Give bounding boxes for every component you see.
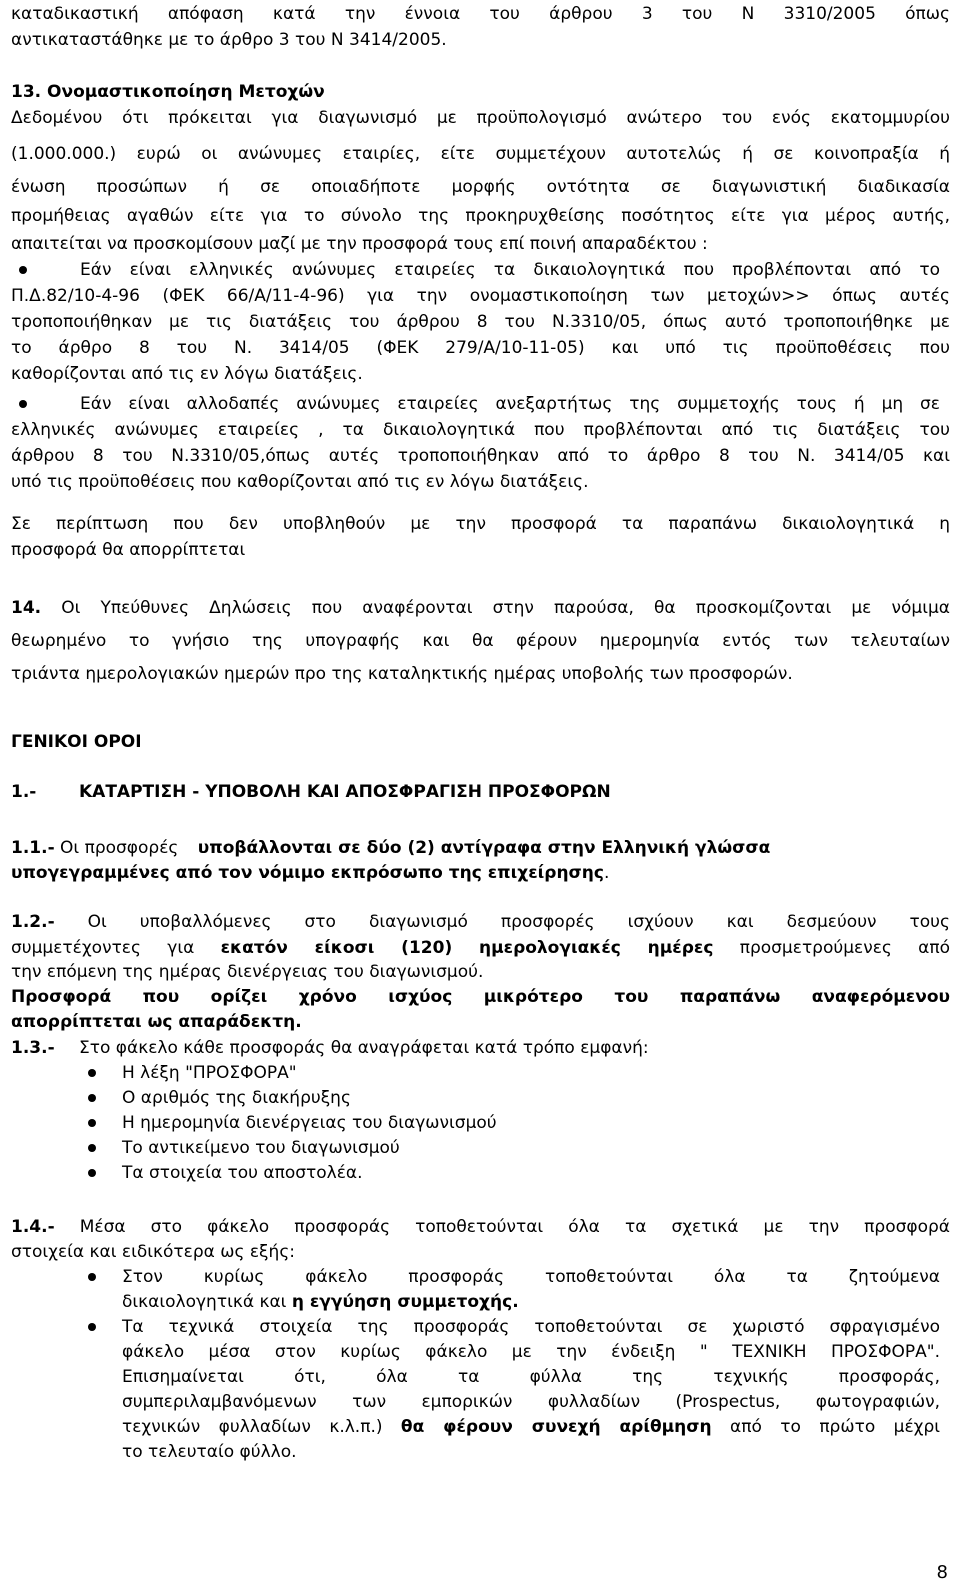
- list-item: Το αντικείμενο του διαγωνισμού: [122, 1138, 400, 1158]
- text-span: Μέσα στο φάκελο προσφοράς τοποθετούνται όλα τα σχετικά με την προσφορά: [79, 1217, 950, 1237]
- text-line: ένωση προσώπων ή σε οποιαδήποτε μορφής οντότητα σε διαγωνιστική διαδικασία: [11, 177, 950, 197]
- bullet-icon: [88, 1094, 96, 1102]
- section-13-heading: 13. Ονομαστικοποίηση Μετοχών: [11, 82, 325, 102]
- subheading-title: ΚΑΤΑΡΤΙΣΗ - ΥΠΟΒΟΛΗ ΚΑΙ ΑΠΟΣΦΡΑΓΙΣΗ ΠΡΟΣΦΟΡΩΝ: [79, 782, 611, 802]
- bullet-icon: [88, 1144, 96, 1152]
- bold-span: υπογεγραμμένες από τον νόμιμο εκπρόσωπο της επιχείρησης: [11, 863, 604, 883]
- text-line: προσφορά θα απορρίπτεται: [11, 540, 246, 560]
- list-item: Τα στοιχεία του αποστολέα.: [122, 1163, 363, 1183]
- text-line: ελληνικές ανώνυμες εταιρείες , τα δικαιολογητικά που προβλέπονται από τις διατάξεις του: [11, 420, 950, 440]
- section-14-paragraph: [11, 596, 950, 620]
- text-line: καθορίζονται από τις εν λόγω διατάξεις.: [11, 364, 363, 384]
- text-span: Οι υποβαλλόμενες στο διαγωνισμό προσφορές ισχύουν και δεσμεύουν τους: [87, 912, 950, 932]
- text-line: θεωρημένο το γνήσιο της υπογραφής και θα φέρουν ημερομηνία εντός των τελευταίων: [11, 631, 950, 651]
- page-number: 8: [936, 1562, 948, 1583]
- text-line: απαιτείται να προσκομίσουν μαζί με την προσφορά τους επί ποινή απαραδέκτου :: [11, 234, 708, 254]
- item-1-2-line: [11, 910, 950, 934]
- item-1-1-line: [11, 836, 950, 860]
- text-line: το άρθρο 8 του Ν. 3414/05 (ΦΕΚ 279/Α/10-11-05) και υπό τις προϋποθέσεις που: [11, 338, 950, 358]
- text-line: άρθρου 8 του Ν.3310/05,όπως αυτές τροποποιήθηκαν από το άρθρο 8 του Ν. 3414/05 και: [11, 446, 950, 466]
- text-line: Π.Δ.82/10-4-96 (ΦΕΚ 66/Α/11-4-96) για την ονομαστικοποίηση των μετοχών>> όπως αυτές: [11, 286, 950, 306]
- text-span: από το πρώτο μέχρι: [730, 1417, 940, 1437]
- text-line: Εάν είναι ελληνικές ανώνυμες εταιρείες τα δικαιολογητικά που προβλέπονται από το: [80, 260, 940, 280]
- bold-span: εκατόν είκοσι (120) ημερολογιακές ημέρες: [220, 938, 714, 958]
- item-1-4-line: [11, 1215, 950, 1239]
- general-terms-subheading-row: [11, 780, 950, 804]
- bullet-icon: [19, 266, 27, 274]
- text-line: καταδικαστική απόφαση κατά την έννοια του άρθρου 3 του Ν 3310/2005 όπως: [11, 4, 950, 24]
- text-line: συμπεριλαμβανόμενων των εμπορικών φυλλαδίων (Prospectus, φωτογραφιών,: [122, 1392, 940, 1412]
- bullet-icon: [88, 1069, 96, 1077]
- bold-line: Προσφορά που ορίζει χρόνο ισχύος μικρότερο του παραπάνω αναφερόμενου: [11, 987, 950, 1007]
- text-line: (1.000.000.) ευρώ οι ανώνυμες εταιρίες, είτε συμμετέχουν αυτοτελώς ή σε κοινοπραξία ή: [11, 144, 950, 164]
- text-line: Τα τεχνικά στοιχεία της προσφοράς τοποθετούνται σε χωριστό σφραγισμένο: [122, 1317, 940, 1337]
- text-line: Επισημαίνεται ότι, όλα τα φύλλα της τεχνικής προσφοράς,: [122, 1367, 940, 1387]
- text-span: δικαιολογητικά και: [122, 1292, 287, 1312]
- item-number: 1.1.-: [11, 838, 55, 858]
- bullet-icon: [88, 1323, 96, 1331]
- item-number: 1.2.-: [11, 912, 55, 932]
- bullet-icon: [88, 1273, 96, 1281]
- text-span: τεχνικών φυλλαδίων κ.λ.π.): [122, 1417, 383, 1437]
- text-line: υπό τις προϋποθέσεις που καθορίζονται από τις εν λόγω διατάξεις.: [11, 472, 589, 492]
- text-line: Εάν είναι αλλοδαπές ανώνυμες εταιρείες ανεξαρτήτως της συμμετοχής τους ή μη σε: [80, 394, 940, 414]
- text-line: αντικαταστάθηκε με το άρθρο 3 του Ν 3414/2005.: [11, 30, 447, 50]
- text-span: Οι προσφορές: [60, 838, 179, 858]
- item-1-2-line: [11, 936, 950, 960]
- list-item: Η ημερομηνία διενέργειας του διαγωνισμού: [122, 1113, 497, 1133]
- item-number: 1.3.-: [11, 1038, 55, 1058]
- text-span: συμμετέχοντες για: [11, 938, 195, 958]
- text-line: την επόμενη της ημέρας διενέργειας του διαγωνισμού.: [11, 962, 484, 982]
- bullet-icon: [88, 1119, 96, 1127]
- item-1-3-line: [11, 1036, 950, 1060]
- bold-line: απορρίπτεται ως απαράδεκτη.: [11, 1012, 302, 1032]
- bold-span: η εγγύηση συμμετοχής.: [291, 1292, 519, 1312]
- bold-span: θα φέρουν συνεχή αρίθμηση: [400, 1417, 712, 1437]
- text-line: Σε περίπτωση που δεν υποβληθούν με την προσφορά τα παραπάνω δικαιολογητικά η: [11, 514, 950, 534]
- text-span: προσμετρούμενες από: [739, 938, 950, 958]
- text-line: το τελευταίο φύλλο.: [122, 1442, 297, 1462]
- text-line-mixed: [122, 1290, 940, 1314]
- bullet-icon: [19, 400, 27, 408]
- list-item: Ο αριθμός της διακήρυξης: [122, 1088, 351, 1108]
- text-line: στοιχεία και ειδικότερα ως εξής:: [11, 1242, 296, 1262]
- text-span: Στο φάκελο κάθε προσφοράς θα αναγράφεται κατά τρόπο εμφανή:: [79, 1038, 649, 1058]
- bold-span: υποβάλλονται σε δύο (2) αντίγραφα στην Ελληνική γλώσσα: [197, 838, 771, 858]
- text-line: Δεδομένου ότι πρόκειται για διαγωνισμό με προϋπολογισμό ανώτερο του ενός εκατομμυρίου: [11, 108, 950, 128]
- general-terms-heading: ΓΕΝΙΚΟΙ ΟΡΟΙ: [11, 732, 142, 752]
- text-line-mixed: [122, 1415, 940, 1439]
- text-line: τριάντα ημερολογιακών ημερών προ της καταληκτικής ημέρας υποβολής των προσφορών.: [11, 664, 793, 684]
- text-line: προμήθειας αγαθών είτε για το σύνολο της προκηρυχθείσης ποσότητος είτε για μέρος αυτής,: [11, 206, 950, 226]
- subheading-number: 1.-: [11, 782, 37, 802]
- text-line: τροποποιήθηκαν με τις διατάξεις του άρθρου 8 του Ν.3310/05, όπως αυτό τροποποιήθηκε με: [11, 312, 950, 332]
- text-line: Στον κυρίως φάκελο προσφοράς τοποθετούνται όλα τα ζητούμενα: [122, 1267, 940, 1287]
- item-1-1-line: [11, 861, 950, 885]
- bullet-icon: [88, 1169, 96, 1177]
- text-span: Οι Υπεύθυνες Δηλώσεις που αναφέρονται στην παρούσα, θα προσκομίζονται με νόμιμα: [61, 598, 950, 618]
- list-item: Η λέξη "ΠΡΟΣΦΟΡΑ": [122, 1063, 297, 1083]
- section-14-number: 14.: [11, 598, 42, 618]
- text-span: .: [603, 863, 610, 883]
- item-number: 1.4.-: [11, 1217, 55, 1237]
- text-line: φάκελο μέσα στον κυρίως φάκελο με την ένδειξη " ΤΕΧΝΙΚΗ ΠΡΟΣΦΟΡΑ".: [122, 1342, 940, 1362]
